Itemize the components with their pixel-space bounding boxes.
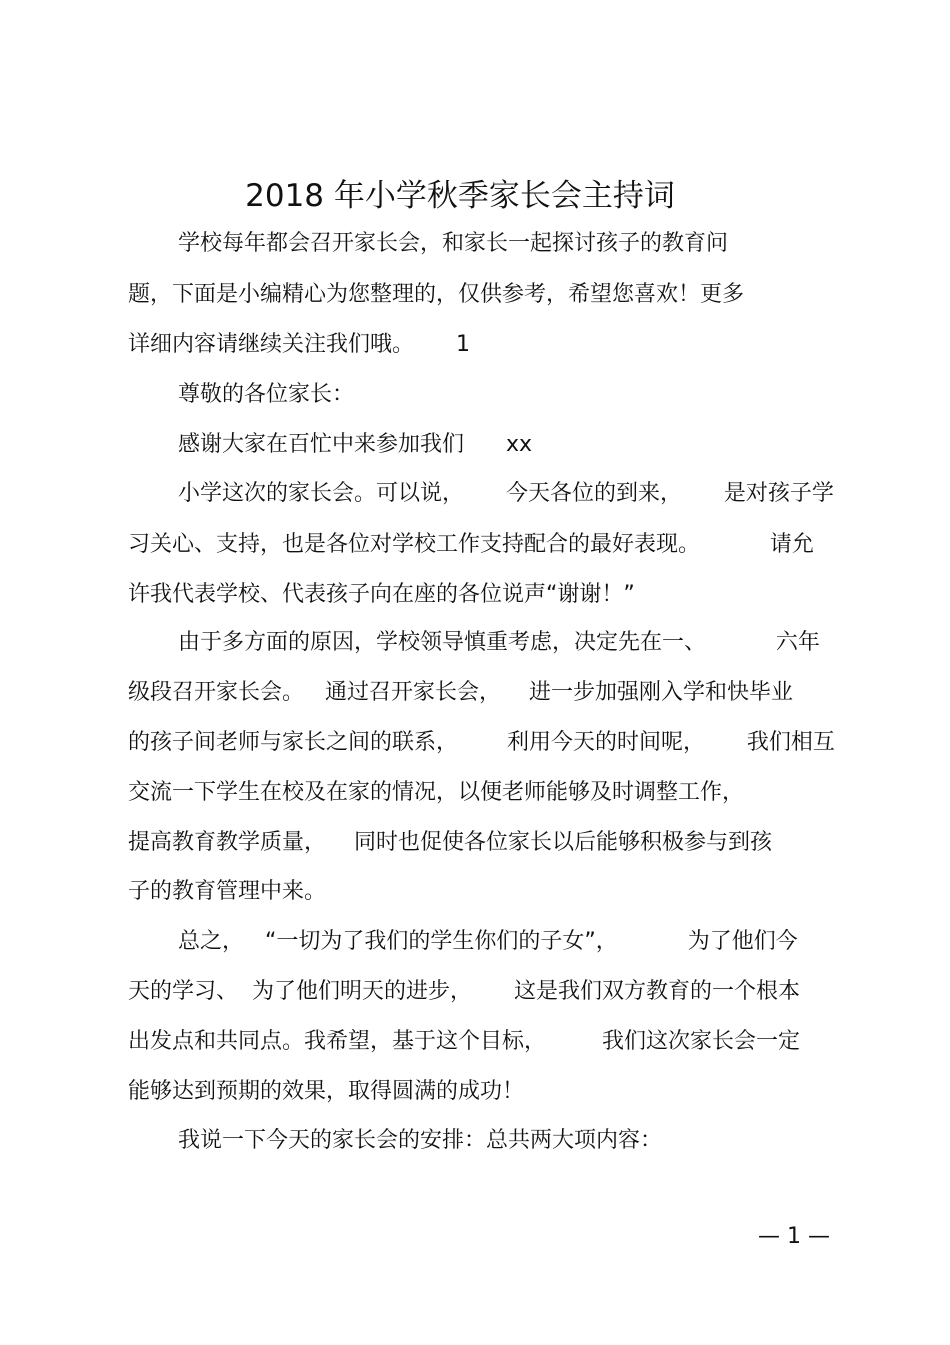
body-line: 我说一下今天的家长会的安排：总共两大项内容： [178,1128,663,1153]
page-number: — 1 — [758,1224,830,1249]
body-line: 交流一下学生在校及在家的情况，以便老师能够及时调整工作， [128,780,745,805]
body-line: 能够达到预期的效果，取得圆满的成功！ [128,1079,525,1104]
document-title: 2018 年小学秋季家长会主持词 [245,178,675,214]
body-line: 学校每年都会召开家长会，和家长一起探讨孩子的教育问 [178,231,729,256]
body-line: 总之， “一切为了我们的学生你们的子女”， 为了他们今 [178,929,798,954]
body-line: 详细内容请继续关注我们哦。 1 [128,332,470,357]
body-line: 习关心、支持，也是各位对学校工作支持配合的最好表现。 请允 [128,532,814,557]
body-line: 子的教育管理中来。 [128,879,327,904]
body-line: 许我代表学校、代表孩子向在座的各位说声“谢谢！” [128,582,635,607]
body-line: 的孩子间老师与家长之间的联系， 利用今天的时间呢， 我们相互 [128,730,835,755]
body-line: 感谢大家在百忙中来参加我们 xx [178,432,532,457]
body-line: 小学这次的家长会。可以说， 今天各位的到来， 是对孩子学 [178,481,834,506]
body-line: 由于多方面的原因，学校领导慎重考虑，决定先在一、 六年 [178,630,820,655]
body-line: 出发点和共同点。我希望，基于这个目标， 我们这次家长会一定 [128,1029,800,1054]
body-line: 题，下面是小编精心为您整理的，仅供参考，希望您喜欢！更多 [128,282,745,307]
body-line: 尊敬的各位家长： [178,382,355,407]
body-line: 天的学习、 为了他们明天的进步， 这是我们双方教育的一个根本 [128,979,800,1004]
body-line: 级段召开家长会。 通过召开家长会， 进一步加强刚入学和快毕业 [128,680,793,705]
body-line: 提高教育教学质量， 同时也促使各位家长以后能够积极参与到孩 [128,830,772,855]
